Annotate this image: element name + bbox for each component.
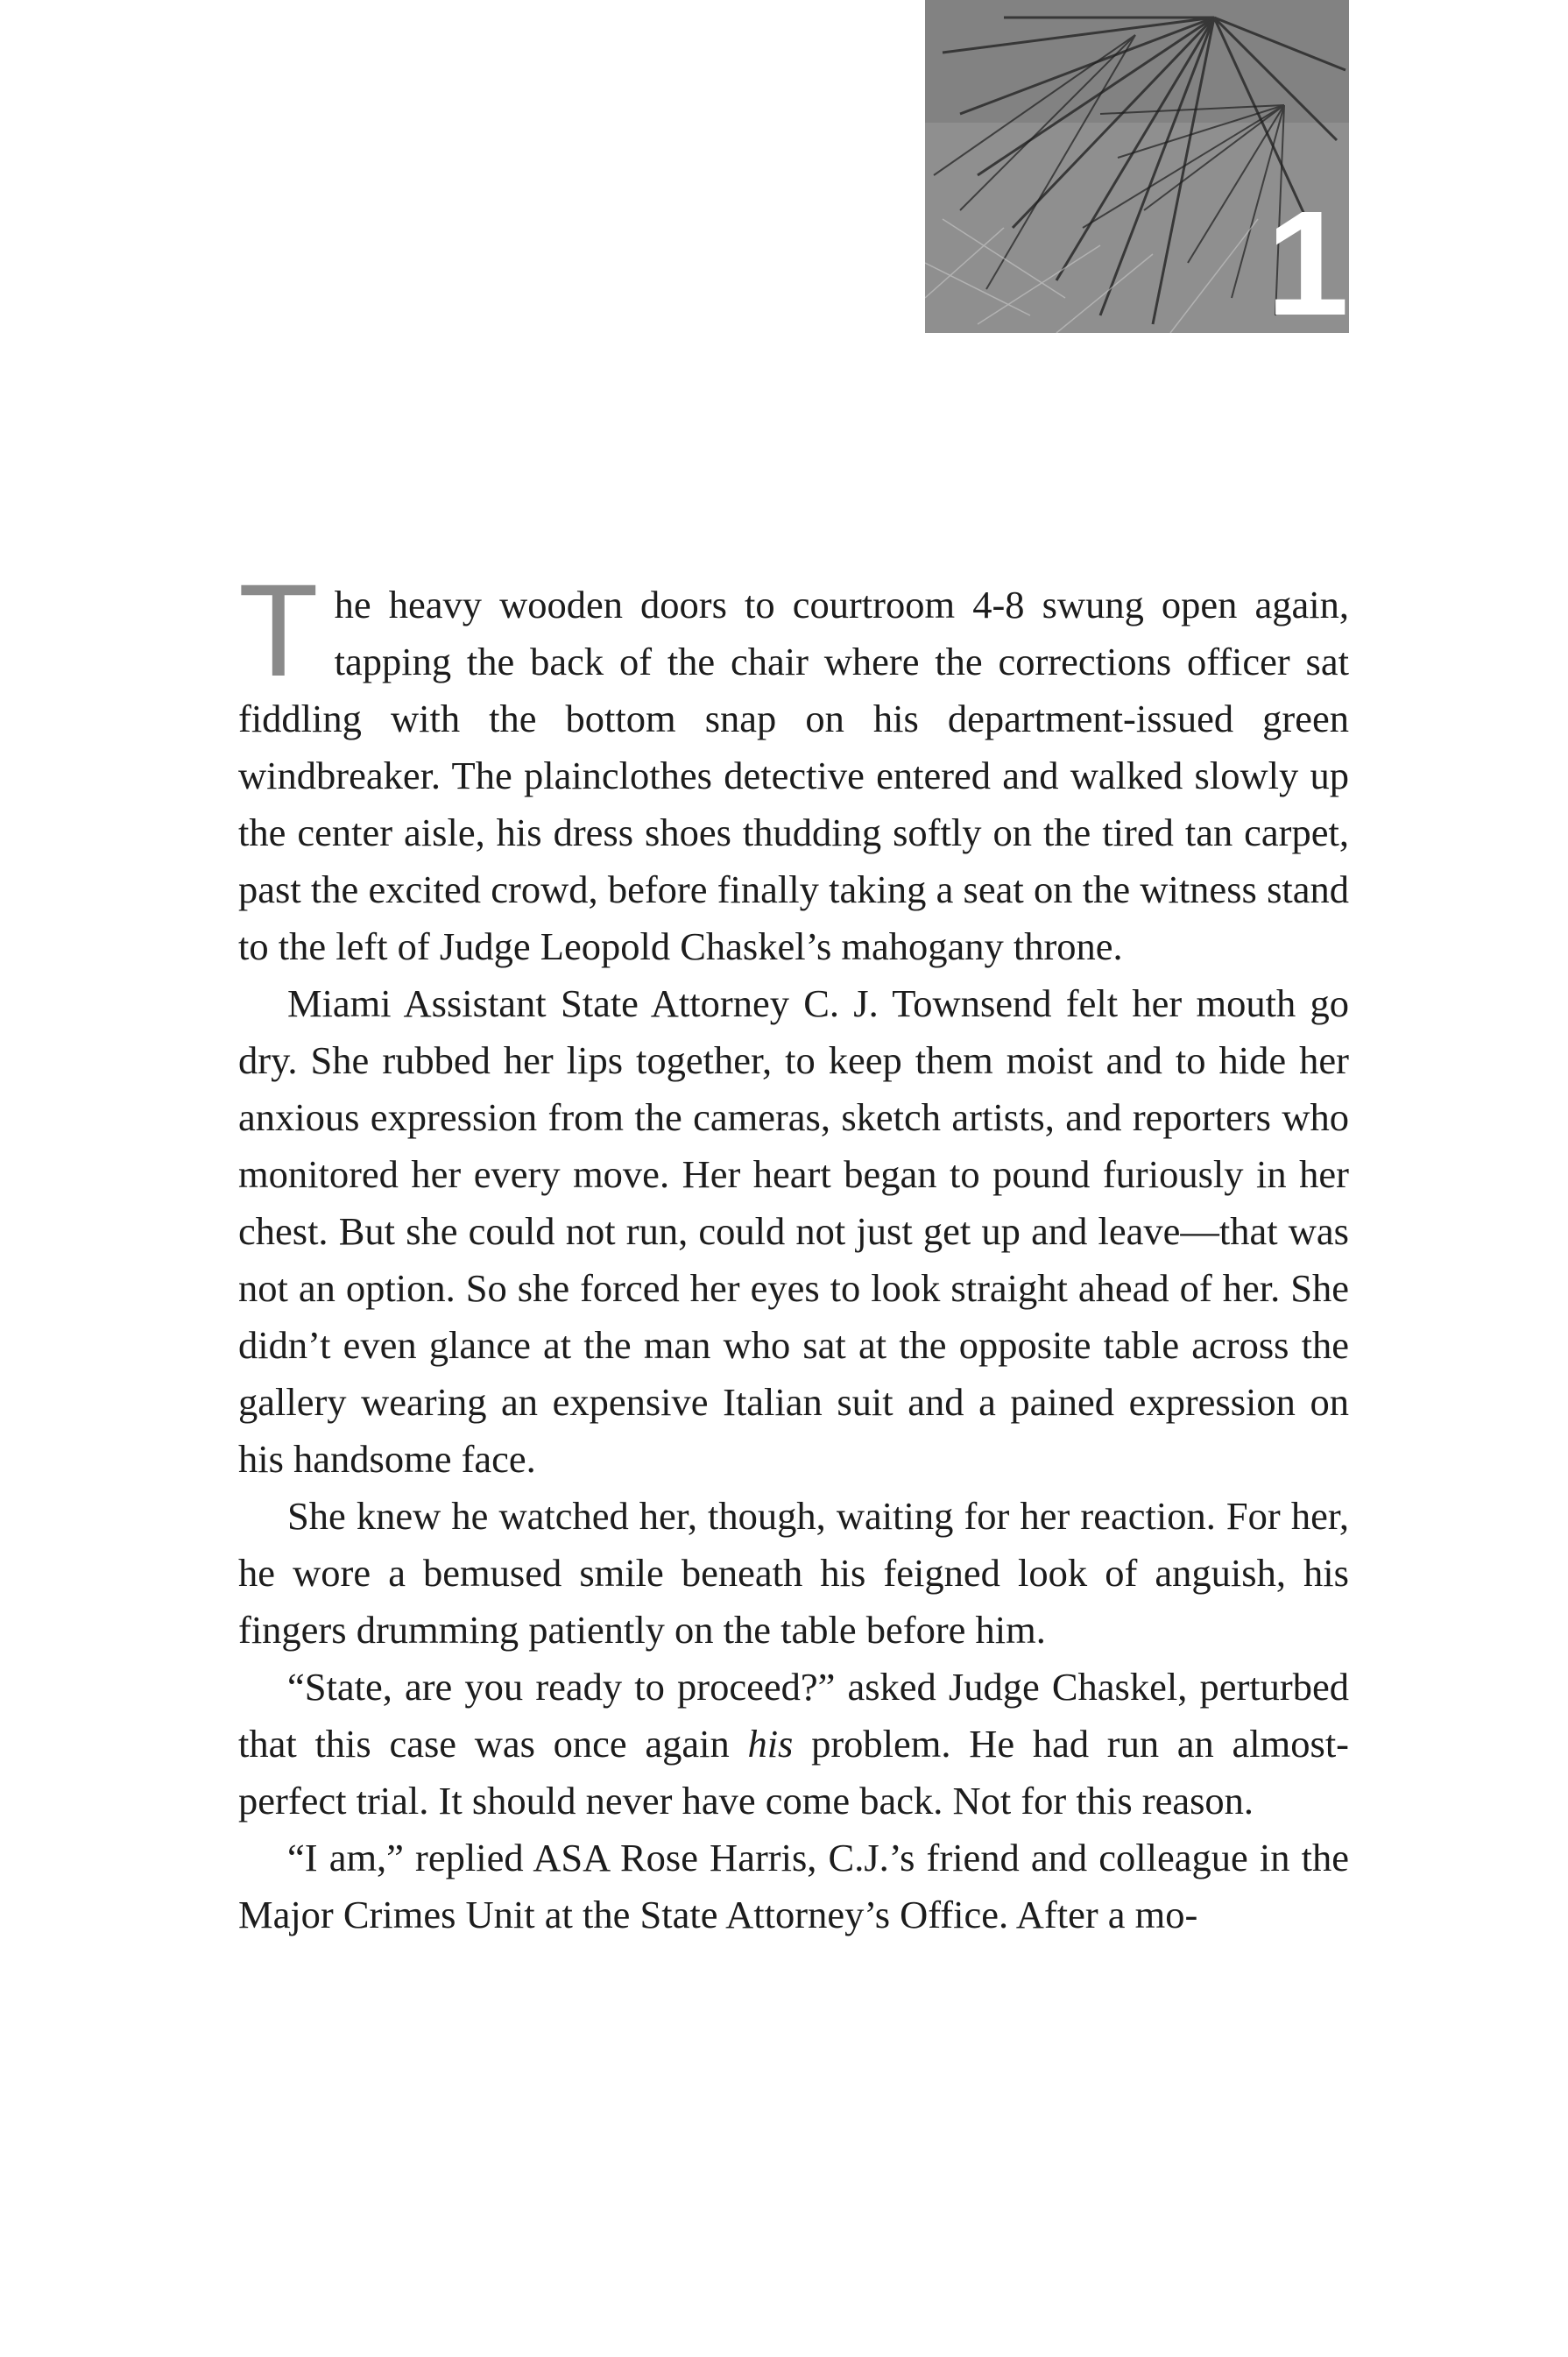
- paragraph-4: [238, 1659, 1349, 1830]
- chapter-body: [238, 556, 1349, 1943]
- chapter-header-image: [925, 0, 1349, 333]
- paragraph-4-text-after: problem. He had run an almost-perfect trial. It should never have come back. Not for this reason.: [238, 1722, 1349, 1823]
- paragraph-4-text-before: “State, are you ready to proceed?” asked Judge Chaskel, perturbed that this case was once again: [238, 1665, 1349, 1766]
- paragraph-1-text: he heavy wooden doors to courtroom 4-8 swung open again, tapping the back of the chair where the corrections officer sat fiddling with the bottom snap on his department-issued green windbreaker. The plainclothes detective entered and walked slowly up the center aisle, his dress shoes thudding softly on the tired tan carpet, past the excited crowd, before finally taking a seat on the witness stand to the left of Judge Leopold Chaskel’s mahogany throne.: [238, 583, 1349, 968]
- chapter-number: 1: [1266, 180, 1346, 333]
- drop-cap: T: [238, 556, 319, 704]
- paragraph-5: “I am,” replied ASA Rose Harris, C.J.’s friend and colleague in the Major Crimes Unit at the State Attorney’s Office. After a mo-: [238, 1836, 1349, 1936]
- paragraph-4-emphasis: his: [747, 1722, 794, 1766]
- paragraph-2: Miami Assistant State Attorney C. J. Townsend felt her mouth go dry. She rubbed her lips together, to keep them moist and to hide her anxious expression from the cameras, sketch artists, and reporters who monitored her every move. Her heart began to pound furiously in her chest. But she could not run, could not just get up and leave—that was not an option. So she forced her eyes to look straight ahead of her. She didn’t even glance at the man who sat at the opposite table across the gallery wearing an expensive Italian suit and a pained expression on his handsome face.: [238, 981, 1349, 1481]
- paragraph-3: She knew he watched her, though, waiting for her reaction. For her, he wore a bemused smile beneath his feigned look of anguish, his fingers drumming patiently on the table before him.: [238, 1494, 1349, 1652]
- paragraph-1: [238, 556, 1349, 975]
